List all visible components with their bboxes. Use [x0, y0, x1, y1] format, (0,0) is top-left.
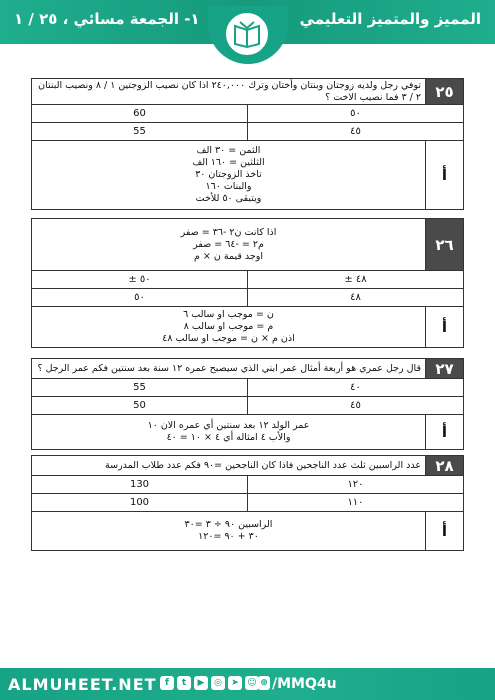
option: 130: [32, 476, 248, 493]
solution-line: والبنات ١٦٠: [205, 181, 252, 192]
solution-line: ويتبقى ٥٠ للأخت: [195, 193, 262, 204]
solution-line: عمر الولد ١٢ بعد سنتين أي عمره الان ١٠: [147, 420, 310, 431]
question-text: قال رجل عمري هو أربعة أمثال عمر ابني الذي سيصبح عمره ١٢ سنة بعد سنتين فكم عمر الرجل ؟: [37, 362, 421, 374]
twitter-icon[interactable]: t: [177, 676, 191, 690]
question-line: م٢ = -٦٤ = صفر: [193, 238, 264, 250]
question-text: عدد الراسبين ثلث عدد الناجحين فاذا كان الناجحين =٩٠ فكم عدد طلاب المدرسة: [105, 459, 421, 471]
option: ٥٠: [350, 108, 361, 119]
answer-label: أ: [425, 415, 463, 449]
option: 55: [32, 123, 248, 140]
question-28: [31, 455, 464, 551]
solution-line: م = موجب او سالب ٨: [183, 321, 274, 332]
question-number: ٢٧: [425, 359, 463, 378]
solution-line: تاخذ الزوجتان ٣٠: [195, 169, 262, 180]
solution-line: الثلثين = ١٦٠ الف: [192, 157, 265, 168]
solution-line: ن = موجب او سالب ٦: [183, 309, 274, 320]
option: ٤٨ ±: [344, 274, 367, 285]
book-logo-icon: [232, 20, 262, 48]
option: ٤٥: [350, 400, 361, 411]
option: 50: [32, 397, 248, 414]
option: ١١٠: [347, 497, 364, 508]
solution-line: الثمن = ٣٠ الف: [196, 145, 261, 156]
solution: [32, 512, 425, 550]
solution-line: اذن م × ن = موجب او سالب ٤٨: [162, 333, 295, 344]
option: ٤٠: [350, 382, 361, 393]
header-title: المميز والمتميز التعليمي: [299, 10, 481, 28]
answer-label: أ: [425, 512, 463, 550]
solution: [32, 307, 425, 347]
option: 60: [32, 105, 248, 122]
answer-label: أ: [425, 307, 463, 347]
footer-site[interactable]: ALMUHEET.NET: [8, 675, 157, 694]
solution-line: الراسبين ٩٠ ÷ ٣ =٣٠: [184, 519, 273, 530]
logo: [223, 10, 271, 58]
facebook-icon[interactable]: f: [160, 676, 174, 690]
answer-label: أ: [425, 141, 463, 209]
question-text: [32, 219, 425, 270]
header-date: ١- الجمعة مسائي ، ٢٥ / ١: [14, 10, 200, 28]
question-line: اذا كانت ن٢ -٣٦ = صفر: [180, 226, 277, 238]
question-number: ٢٨: [425, 456, 463, 475]
question-27: [31, 358, 464, 450]
solution-line: ٣٠ + ٩٠ =١٢٠: [198, 531, 259, 542]
option: ٥٠ ±: [32, 271, 248, 288]
option: ١٢٠: [347, 479, 364, 490]
page-header: [0, 0, 495, 44]
question-text: توفي رجل ولديه زوجتان وبنتان وأختان وترك ٢٤٠,٠٠٠ اذا كان نصيب الزوجتين ١ / ٨ ونصيب البنتان ٢ / ٣ فما نصيب الاخت ؟: [38, 79, 421, 103]
globe-icon[interactable]: ⊕: [258, 676, 270, 690]
footer-handle[interactable]: /MMQ4u: [272, 676, 337, 692]
telegram-icon[interactable]: ➤: [228, 676, 242, 690]
question-26: [31, 218, 464, 348]
question-line: اوجد قيمة ن × م: [194, 250, 263, 262]
question-number: ٢٥: [425, 79, 463, 104]
question-25: [31, 78, 464, 210]
solution: [32, 415, 425, 449]
solution-line: والأب ٤ امثاله أي ٤ × ١٠ = ٤٠: [166, 432, 291, 443]
option: ٤٥: [350, 126, 361, 137]
question-number: ٢٦: [425, 219, 463, 270]
page-footer: [0, 668, 495, 700]
option: ٤٨: [350, 292, 361, 303]
option: 55: [32, 379, 248, 396]
instagram-icon[interactable]: ◎: [211, 676, 225, 690]
option: ٥٠: [32, 289, 248, 306]
youtube-icon[interactable]: ▶: [194, 676, 208, 690]
option: 100: [32, 494, 248, 511]
solution: [32, 141, 425, 209]
snapchat-icon[interactable]: ☺: [245, 676, 259, 690]
